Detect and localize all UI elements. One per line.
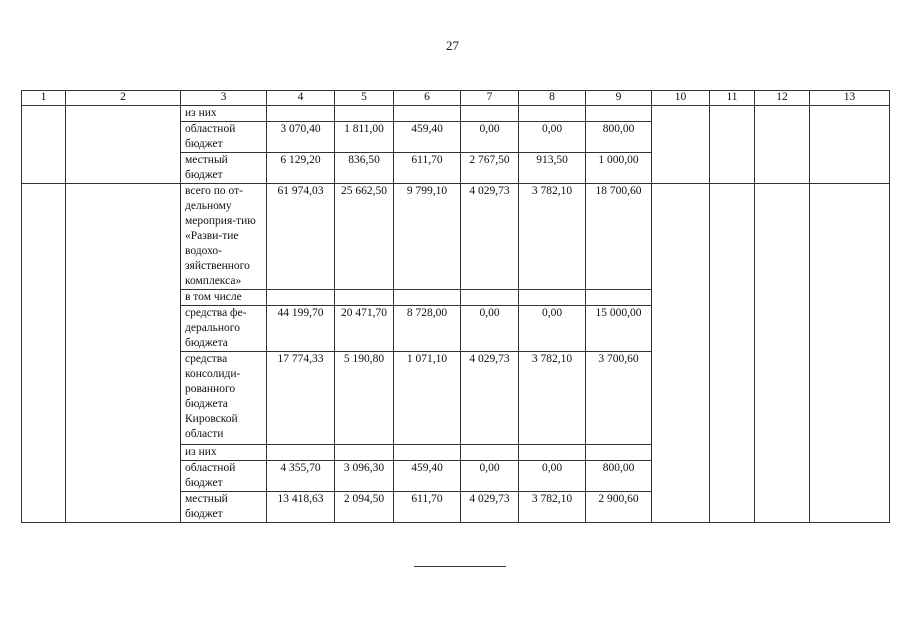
cell-col11 [710,106,755,184]
cell-col12 [755,106,810,184]
value-cell: 1 000,00 [586,153,652,184]
value-cell: 18 700,60 [586,184,652,290]
footnote-divider [414,566,506,567]
value-cell [586,445,652,461]
value-cell: 0,00 [461,122,519,153]
value-cell: 836,50 [335,153,394,184]
row-label: средства фе-дерального бюджета [181,306,267,352]
value-cell: 6 129,20 [267,153,335,184]
value-cell: 0,00 [461,306,519,352]
row-label: местный бюджет [181,492,267,523]
cell-col12 [755,184,810,523]
value-cell: 3 782,10 [519,492,586,523]
row-label: средства консолиди-рованного бюджета Кировской области [181,352,267,445]
value-cell [335,106,394,122]
value-cell: 17 774,33 [267,352,335,445]
value-cell: 611,70 [394,153,461,184]
cell-col10 [652,184,710,523]
cell-col1 [22,106,66,184]
col-header: 2 [66,91,181,106]
value-cell: 5 190,80 [335,352,394,445]
value-cell [519,445,586,461]
col-header: 12 [755,91,810,106]
cell-col2 [66,184,181,523]
value-cell: 2 767,50 [461,153,519,184]
value-cell: 0,00 [461,461,519,492]
value-cell: 611,70 [394,492,461,523]
row-label: из них [181,106,267,122]
value-cell: 459,40 [394,461,461,492]
row-label: в том числе [181,290,267,306]
col-header: 8 [519,91,586,106]
value-cell [394,290,461,306]
value-cell: 44 199,70 [267,306,335,352]
value-cell: 4 355,70 [267,461,335,492]
column-number-row [22,91,890,106]
value-cell: 15 000,00 [586,306,652,352]
value-cell: 8 728,00 [394,306,461,352]
value-cell [335,290,394,306]
value-cell [461,290,519,306]
value-cell [267,290,335,306]
value-cell: 2 094,50 [335,492,394,523]
col-header: 1 [22,91,66,106]
value-cell: 4 029,73 [461,492,519,523]
col-header: 10 [652,91,710,106]
col-header: 3 [181,91,267,106]
value-cell: 4 029,73 [461,352,519,445]
value-cell: 800,00 [586,461,652,492]
value-cell: 459,40 [394,122,461,153]
value-cell: 13 418,63 [267,492,335,523]
value-cell [335,445,394,461]
table-row [22,184,890,290]
cell-col13 [810,184,890,523]
value-cell: 1 071,10 [394,352,461,445]
cell-col11 [710,184,755,523]
row-label: областной бюджет [181,461,267,492]
value-cell: 913,50 [519,153,586,184]
col-header: 11 [710,91,755,106]
col-header: 7 [461,91,519,106]
row-label: всего по от-дельному мероприя-тию «Разви-тие водохо-зяйственного комплекса» [181,184,267,290]
cell-col13 [810,106,890,184]
value-cell [267,106,335,122]
row-label: областной бюджет [181,122,267,153]
value-cell [394,445,461,461]
value-cell [586,290,652,306]
value-cell [519,106,586,122]
value-cell: 3 096,30 [335,461,394,492]
value-cell: 2 900,60 [586,492,652,523]
cell-col2 [66,106,181,184]
value-cell: 0,00 [519,122,586,153]
page-number: 27 [446,38,459,53]
cell-col10 [652,106,710,184]
value-cell: 4 029,73 [461,184,519,290]
value-cell: 0,00 [519,306,586,352]
col-header: 13 [810,91,890,106]
value-cell [519,290,586,306]
value-cell: 800,00 [586,122,652,153]
value-cell: 1 811,00 [335,122,394,153]
value-cell: 0,00 [519,461,586,492]
value-cell: 3 782,10 [519,352,586,445]
program-funding-table [21,90,890,523]
value-cell: 3 070,40 [267,122,335,153]
col-header: 6 [394,91,461,106]
value-cell [394,106,461,122]
table-row [22,106,890,122]
value-cell: 25 662,50 [335,184,394,290]
row-label: из них [181,445,267,461]
value-cell: 9 799,10 [394,184,461,290]
value-cell [586,106,652,122]
value-cell: 20 471,70 [335,306,394,352]
col-header: 5 [335,91,394,106]
value-cell [461,445,519,461]
value-cell: 61 974,03 [267,184,335,290]
col-header: 4 [267,91,335,106]
value-cell [267,445,335,461]
value-cell [461,106,519,122]
value-cell: 3 782,10 [519,184,586,290]
col-header: 9 [586,91,652,106]
cell-col1 [22,184,66,523]
value-cell: 3 700,60 [586,352,652,445]
row-label: местный бюджет [181,153,267,184]
